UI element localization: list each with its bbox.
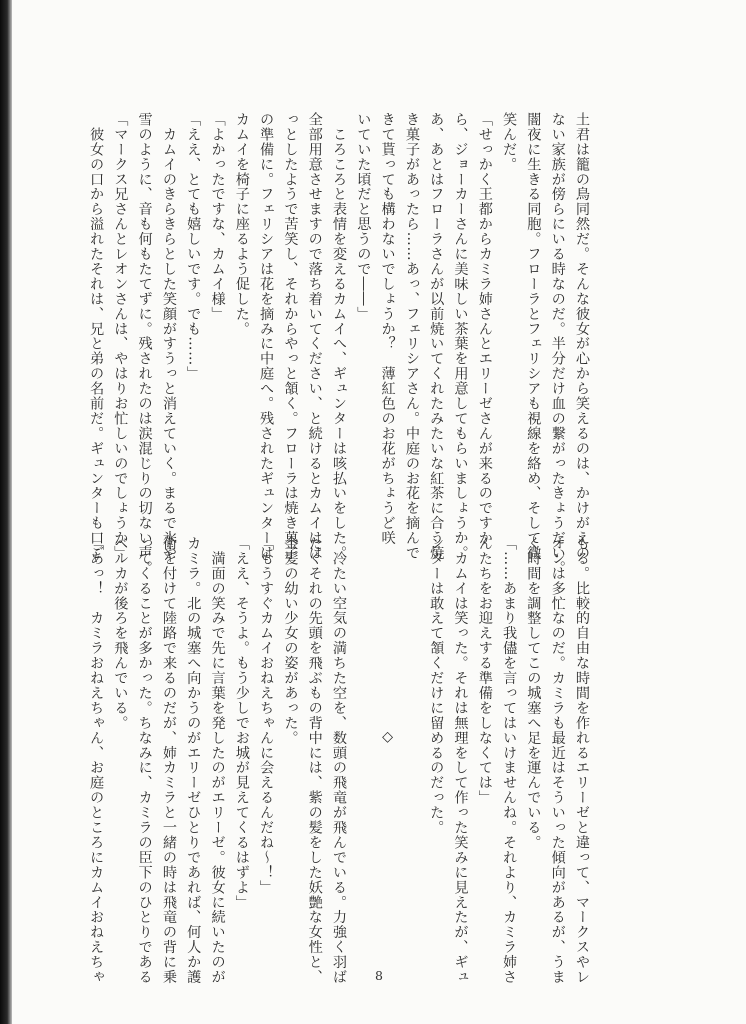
book-page [12,0,746,1024]
page-number: 8 [375,968,383,983]
text-line: の準備に。フェリシアは花を摘みに中庭へ。残されたギュンターは [258,112,275,561]
text-line: あ、あとはフローラさんが以前焼いてくれたみたいな紅茶に合う焼 [428,112,445,561]
section-break-diamond: ◇ [379,728,396,746]
text-line: 雪のように、音も何もたてずに。残されたのは涙混じりの切ない声。 [136,112,153,576]
text-line: ってくることが多かった。ちなみに、カミラの臣下のひとりである [136,536,153,985]
text-line: っとしたようで苦笑し、それからやっと頷く。フローラは焼き菓子 [282,112,299,561]
text-line: オンは多忙なのだ。カミラも最近はそういった傾向があるが、うま [549,536,566,985]
lower-text-block [84,536,594,985]
text-line: カムイを椅子に座るよう促した。 [233,112,250,337]
text-line: 闇夜に生きる同胞。フローラとフェリシアも視線を絡め、そして微 [525,112,542,561]
text-line: たくそれの先頭を飛ぶもの背中には、紫の髪をした妖艶な女性と、 [306,536,323,985]
scan-edge [0,0,12,1024]
text-line: ンターは敢えて頷くだけに留めるのだった。 [428,536,445,835]
text-line: 全部用意させますので落ち着いてください、と続けるとカムイはは [306,112,323,561]
text-line: 土君は籠の鳥同然だ。そんな彼女が心から笑えるのは、かけがえの [574,112,590,561]
text-line: 「ええ、そうよ。もう少しでお城が見えてくるはずよ」 [233,536,250,910]
text-line: カムイは笑った。それは無理をして作った笑みに見えたが、ギュ [452,536,469,985]
text-line: 衛を付けて陸路で来るのだが、姉カミラと一緒の時は飛竜の背に乗 [160,536,177,985]
text-line: ら、ジョーカーさんに美味しい茶葉を用意してもらいましょうか。 [452,112,469,561]
text-line: く時間を調整してこの城塞へ足を運んでいる。 [525,536,542,850]
text-line: カミラ。北の城塞へ向かうのがエリーゼひとりであれば、何人か護 [185,536,202,985]
text-line: いていた頃だと思うので――」 [355,112,372,322]
text-line [351,536,375,938]
text-line: 金髪の幼い少女の姿があった。 [282,536,299,746]
text-line: もる。比較的自由な時間を作れるエリーゼと違って、マークスやレ [574,536,590,985]
text-line: きて貰っても構わないでしょうか？ 薄紅色のお花がちょうど咲 [379,112,396,546]
text-line: 「もうすぐカムイおねえちゃんに会えるんだね～！」 [258,536,275,895]
text-line: ない家族が傍らにいる時なのだ。半分だけ血の繋がったきょうだい。 [549,112,566,576]
text-line: 冷たい空気の満ちた空を、数頭の飛竜が飛んでいる。力強く羽ば [331,536,348,985]
text-line: 「……あまり我儘を言ってはいけませんね。それより、カミラ姉さ [501,536,518,985]
text-line: カムイのきらきらとした笑顔がすうっと消えていく。まるで氷や [160,112,177,561]
text-line: ベルカが後ろを飛んでいる。 [112,536,129,731]
text-line: ころころと表情を変えるカムイへ、ギュンターは咳払いをした。 [331,112,348,561]
text-line: 「よかったですな、カムイ様」 [209,112,226,322]
text-line: 満面の笑みで先に言葉を発したのがエリーゼ。彼女に続いたのが [209,536,226,985]
upper-text-block [84,112,594,576]
text-line: んたちをお迎えする準備をしなくては」 [476,536,493,806]
text-line: 彼女の口から溢れたそれは、兄と弟の名前だ。ギュンターも口ご [88,112,105,561]
text-line: 「マークス兄さんとレオンさんは、やはりお忙しいのでしょうか」 [112,112,129,561]
text-line: 「せっかく王都からカミラ姉さんとエリーゼさんが来るのですか [476,112,493,546]
text-line: き菓子があったら……あっ、フェリシアさん。中庭のお花を摘んで [403,112,420,561]
text-line: 「あっ！ カミラおねえちゃん、お庭のところにカムイおねえちゃ [88,536,105,985]
text-line: 「ええ、とても嬉しいです。でも……」 [185,112,202,382]
text-line: 笑んだ。 [501,112,518,172]
text-line [400,536,424,938]
